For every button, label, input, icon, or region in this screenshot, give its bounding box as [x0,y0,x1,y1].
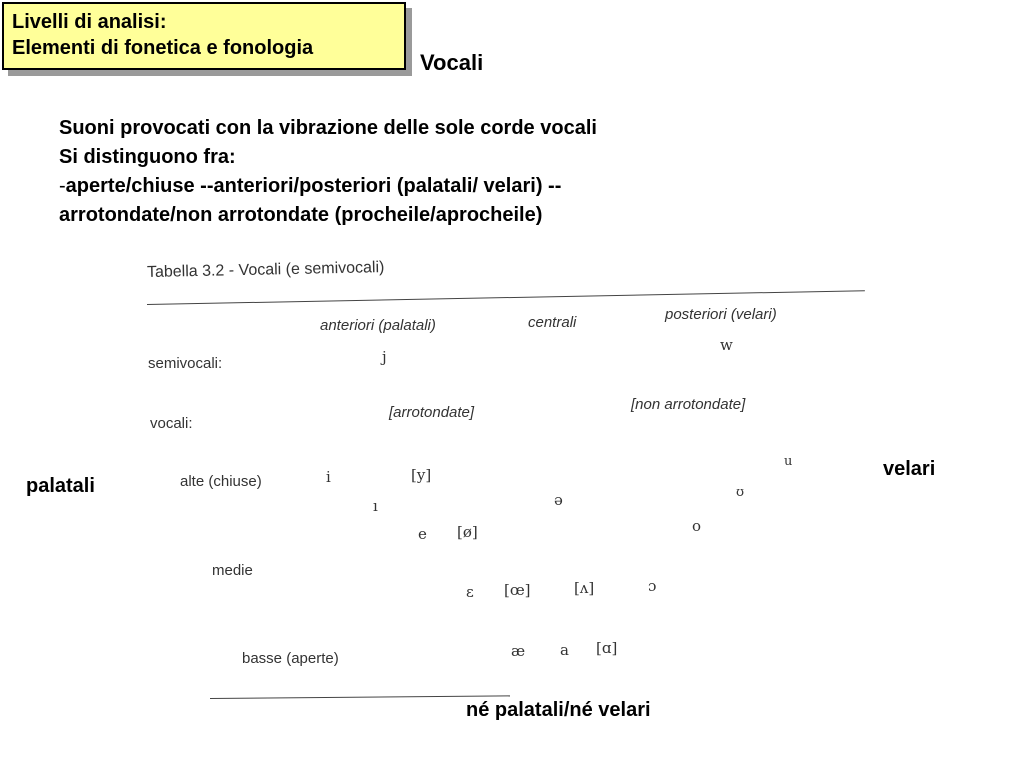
symbol-oe: [œ] [504,581,531,599]
table-bottom-rule [210,695,510,699]
label-ne-palatali-ne-velari: né palatali/né velari [466,699,651,721]
symbol-small-i: ı [373,497,378,515]
symbol-epsilon: ɛ [466,583,474,601]
slide-heading: Vocali [420,50,484,75]
row-label-alte: alte (chiuse) [180,473,262,490]
symbol-j: j [382,348,387,366]
body-line-3 [59,172,597,201]
title-line-1: Livelli di analisi: [12,11,167,33]
body-line-4: arrotondate/non arrotondate (procheile/aprocheile) [59,204,543,226]
row-label-vocali: vocali: [150,415,193,432]
symbol-i: i [326,468,331,486]
symbol-y: [y] [411,466,432,484]
col-header-anteriori: anteriori (palatali) [320,317,436,334]
body-line-3-dash: - [59,175,66,197]
symbol-ae: æ [511,642,526,660]
body-line-1: Suoni provocati con la vibrazione delle sole corde vocali [59,117,597,139]
body-line-2: Si distinguono fra: [59,146,236,168]
vowel-table-scan [130,250,880,710]
row-label-medie: medie [212,562,253,579]
symbol-open-o: ɔ [648,577,657,595]
subheader-arrotondate: [arrotondate] [389,404,475,421]
slide-title-box [2,2,406,70]
symbol-wedge: [ʌ] [574,579,595,597]
symbol-a: a [560,641,569,659]
body-line-3-text: aperte/chiuse --anteriori/posteriori (palatali/ velari) -- [65,175,562,197]
row-label-semivocali: semivocali: [148,355,223,372]
table-top-rule [147,290,865,305]
body-text [59,114,597,230]
symbol-o: o [692,517,702,535]
col-header-posteriori: posteriori (velari) [665,306,777,323]
col-header-centrali: centrali [528,314,577,331]
title-line-2: Elementi di fonetica e fonologia [12,37,314,59]
symbol-o-slash: [ø] [457,523,478,541]
table-caption: Tabella 3.2 - Vocali (e semivocali) [146,259,385,281]
symbol-w: w [720,336,733,354]
symbol-alpha: [ɑ] [596,639,618,657]
symbol-u: u [784,454,793,469]
symbol-schwa: ə [554,491,563,509]
label-velari: velari [883,458,936,480]
symbol-upsilon: ʊ [736,485,745,500]
subheader-non-arrotondate: [non arrotondate] [631,396,746,413]
label-palatali: palatali [26,475,95,497]
row-label-basse: basse (aperte) [242,650,339,667]
symbol-e: e [418,525,427,543]
